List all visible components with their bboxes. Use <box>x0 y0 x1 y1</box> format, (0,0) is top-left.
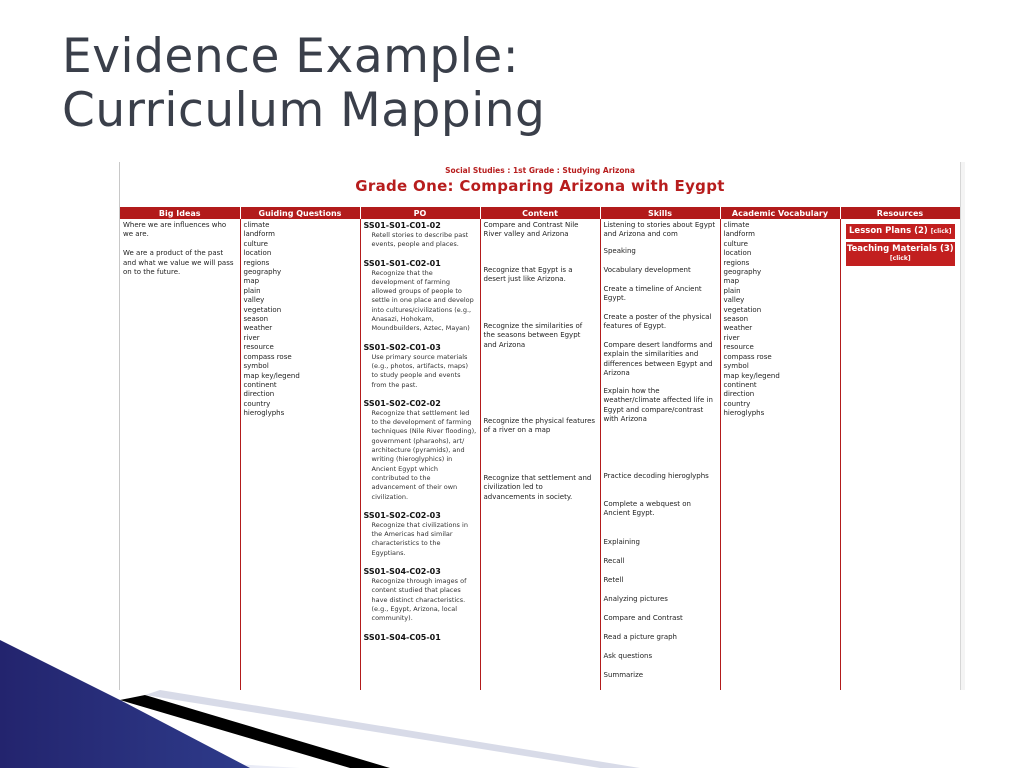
skill-item: Analyzing pictures <box>603 595 668 603</box>
vocabulary-item: resource <box>723 343 754 352</box>
teaching-materials-button[interactable] <box>846 242 956 266</box>
skill-item: Speaking <box>603 247 636 255</box>
content-item: Recognize that settlement and civilization led to advancements in society. <box>483 474 592 501</box>
po-code: SS01-S01-C02-01 <box>363 258 441 268</box>
decorative-swoosh <box>0 600 1024 768</box>
vocabulary-item: map <box>723 277 740 286</box>
teaching-materials-click-link[interactable]: [click] <box>889 255 911 262</box>
column-header-resources: Resources <box>840 207 960 219</box>
guiding-question-item: season <box>243 315 269 324</box>
skill-item: Compare desert landforms and explain the similarities and differences between Egypt and Arizona <box>603 341 713 378</box>
guiding-question-item: weather <box>243 324 273 333</box>
lesson-plans-label: Lesson Plans (2) <box>849 226 928 236</box>
guiding-questions-list <box>244 221 357 419</box>
lesson-plans-click-link[interactable]: [click] <box>930 228 952 235</box>
po-code: SS01-S04-C05-01 <box>363 632 441 642</box>
guiding-question-item: map <box>243 277 260 286</box>
po-description: Retell stories to describe past events, people and places. <box>371 231 469 249</box>
vocabulary-item: weather <box>723 324 753 333</box>
vocabulary-item: symbol <box>723 362 749 371</box>
po-item <box>364 399 477 502</box>
vocabulary-item: river <box>723 333 740 342</box>
po-description: Recognize through images of content studied that places have distinct characteristics. (e.g., Egypt, Arizona, local community). <box>371 577 467 623</box>
content-item: Recognize that Egypt is a desert just like Arizona. <box>483 266 573 284</box>
vocabulary-item: compass rose <box>723 352 772 361</box>
guiding-question-item: vegetation <box>243 305 282 314</box>
vocabulary-item: location <box>723 249 752 258</box>
po-description: Use primary source materials (e.g., photos, artifacts, maps) to study people and events from the past. <box>371 352 468 389</box>
guiding-question-item: resource <box>243 343 274 352</box>
po-item <box>364 221 477 250</box>
skill-item: Create a poster of the physical features of Egypt. <box>603 313 712 331</box>
guiding-question-item: landform <box>243 230 275 239</box>
po-description: Recognize that civilizations in the Americas had similar characteristics to the Egyptians. <box>371 520 468 557</box>
skill-item: Read a picture graph <box>603 633 677 641</box>
skill-item: Vocabulary development <box>603 266 691 274</box>
vocabulary-item: valley <box>723 296 745 305</box>
po-code: SS01-S04-C02-03 <box>363 567 441 577</box>
skill-item: Practice decoding hieroglyphs <box>603 472 709 480</box>
vocabulary-item: hieroglyphs <box>723 409 765 418</box>
vocabulary-item: regions <box>723 258 750 267</box>
po-description: Recognize that the development of farming allowed groups of people to settle in one place and develop into cultures/civilizations (e.g., Anasazi, Hohokam, Moundbuilders, Aztec, Mayan) <box>371 268 474 333</box>
skill-item: Complete a webquest on Ancient Egypt. <box>603 500 691 518</box>
vocabulary-item: continent <box>723 380 757 389</box>
vocabulary-item: map key/legend <box>723 371 780 380</box>
po-list <box>364 221 477 643</box>
skill-item: Ask questions <box>603 652 653 660</box>
column-header-guiding-questions: Guiding Questions <box>240 207 360 219</box>
skill-item: Retell <box>603 576 624 584</box>
skill-item: Summarize <box>603 671 644 679</box>
content-item: Recognize the similarities of the seasons between Egypt and Arizona <box>483 322 583 349</box>
po-code: SS01-S02-C02-03 <box>363 510 441 520</box>
slide-title <box>62 30 762 138</box>
guiding-question-item: plain <box>243 286 261 295</box>
vocabulary-item: direction <box>723 390 755 399</box>
guiding-question-item: location <box>243 249 272 258</box>
slide-title-line-2: Curriculum Mapping <box>62 83 546 138</box>
skill-item: Recall <box>603 557 625 565</box>
po-item <box>364 259 477 334</box>
column-header-academic-vocabulary: Academic Vocabulary <box>720 207 840 219</box>
column-header-po: PO <box>360 207 480 219</box>
guiding-question-item: regions <box>243 258 270 267</box>
vocabulary-item: country <box>723 399 751 408</box>
po-code: SS01-S01-C01-02 <box>363 221 441 230</box>
lesson-plans-button[interactable] <box>846 224 956 239</box>
guiding-question-item: continent <box>243 380 277 389</box>
po-code: SS01-S02-C02-02 <box>363 398 441 408</box>
page-title: Grade One: Comparing Arizona with Eygpt <box>355 177 725 195</box>
guiding-question-item: valley <box>243 296 265 305</box>
skill-item: Create a timeline of Ancient Egypt. <box>603 285 702 303</box>
po-item <box>364 511 477 558</box>
teaching-materials-label: Teaching Materials (3) <box>846 244 954 254</box>
vocabulary-item: season <box>723 315 749 324</box>
content-item: Compare and Contrast Nile River valley and Arizona <box>483 221 579 239</box>
breadcrumb: Social Studies : 1st Grade : Studying Arizona <box>445 166 635 175</box>
guiding-question-item: compass rose <box>243 352 292 361</box>
po-code: SS01-S02-C01-03 <box>363 342 441 352</box>
skill-item: Explaining <box>603 538 640 546</box>
content-item: Recognize the physical features of a river on a map <box>483 417 596 435</box>
vocabulary-item: climate <box>723 221 750 229</box>
slide-title-line-1: Evidence Example: <box>62 29 520 84</box>
column-header-content: Content <box>480 207 600 219</box>
guiding-question-item: direction <box>243 390 275 399</box>
guiding-question-item: hieroglyphs <box>243 409 285 418</box>
column-header-big-ideas: Big Ideas <box>120 207 240 219</box>
guiding-question-item: geography <box>243 268 282 277</box>
guiding-question-item: climate <box>243 221 270 229</box>
guiding-question-item: map key/legend <box>243 371 300 380</box>
po-item <box>364 343 477 390</box>
academic-vocabulary-list <box>724 221 837 419</box>
skill-item: Compare and Contrast <box>603 614 683 622</box>
vocabulary-item: landform <box>723 230 755 239</box>
po-description: Recognize that settlement led to the development of farming techniques (Nile River flooding), government (pharaohs), art/ architecture (pyramids), and writing (hieroglyphics) in Ancient Egypt which contributed to the advancement of their own civilization. <box>371 408 477 501</box>
guiding-question-item: culture <box>243 239 268 248</box>
guiding-question-item: river <box>243 333 260 342</box>
guiding-question-item: country <box>243 399 271 408</box>
vocabulary-item: vegetation <box>723 305 762 314</box>
vocabulary-item: culture <box>723 239 748 248</box>
skill-item: Explain how the weather/climate affected life in Egypt and compare/contrast with Arizona <box>603 387 713 424</box>
big-idea: We are a product of the past and what we value we will pass on to the future. <box>123 249 234 277</box>
guiding-question-item: symbol <box>243 362 269 371</box>
column-header-skills: Skills <box>600 207 720 219</box>
vocabulary-item: geography <box>723 268 762 277</box>
vocabulary-item: plain <box>723 286 741 295</box>
skill-item: Listening to stories about Egypt and Arizona and com <box>603 221 716 239</box>
table-header-row <box>120 207 960 219</box>
big-idea: Where we are influences who we are. <box>123 221 227 239</box>
